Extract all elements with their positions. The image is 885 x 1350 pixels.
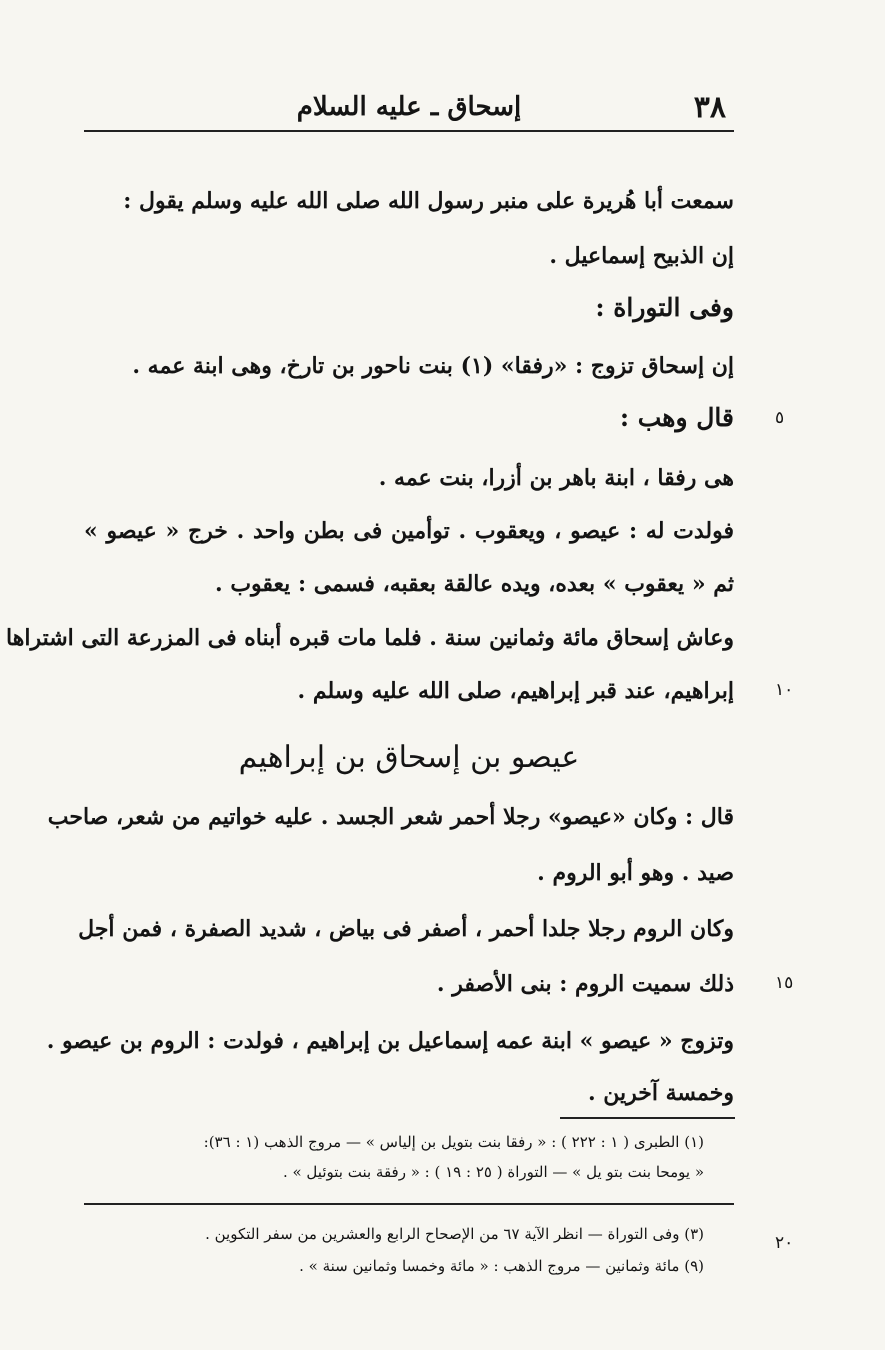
body-line: وكان الروم رجلا جلدا أحمر ، أصفر فى بياض ، شديد الصفرة ، فمن أجل <box>78 916 734 942</box>
body-line: إن إسحاق تزوج : «رفقا» (١) بنت ناحور بن تارخ، وهى ابنة عمه . <box>132 353 734 379</box>
body-line: إبراهيم، عند قبر إبراهيم، صلى الله عليه وسلم . <box>297 678 734 704</box>
footnote-separator <box>84 1203 734 1205</box>
body-line: وفى التوراة : <box>595 293 734 322</box>
line-number: ١٠ <box>775 680 794 700</box>
body-line: وتزوج « عيصو » ابنة عمه إسماعيل بن إبراهيم ، فولدت : الروم بن عيصو . <box>46 1028 734 1054</box>
body-line: فولدت له : عيصو ، ويعقوب . توأمين فى بطن واحد . خرج « عيصو » <box>84 518 734 544</box>
body-line: ذلك سميت الروم : بنى الأصفر . <box>436 971 734 997</box>
body-line: وخمسة آخرين . <box>587 1080 734 1106</box>
line-number: ٢٠ <box>775 1233 794 1253</box>
body-line: هى رفقا ، ابنة باهر بن أزرا، بنت عمه . <box>378 465 734 491</box>
body-line: ثم « يعقوب » بعده، ويده عالقة بعقبه، فسمى : يعقوب . <box>215 571 734 597</box>
body-line: إن الذبيح إسماعيل . <box>549 243 734 269</box>
footnote-line: « يومحا بنت بتو يل » — التوراة ( ٢٥ : ١٩ ) : « رفقة بنت بتوئيل » . <box>282 1163 704 1181</box>
line-number: ١٥ <box>775 973 794 993</box>
footnote-line: (١) الطبرى ( ١ : ٢٢٢ ) : « رفقا بنت بتويل بن إلياس » — مروج الذهب (١ : ٣٦): <box>203 1133 704 1151</box>
section-title: عيصو بن إسحاق بن إبراهيم <box>238 740 580 775</box>
running-head: إسحاق ـ عليه السلام <box>296 92 522 122</box>
body-line: سمعت أبا هُريرة على منبر رسول الله صلى الله عليه وسلم يقول : <box>123 188 734 214</box>
footnote-line: (٣) وفى التوراة — انظر الآية ٦٧ من الإصحاح الرابع والعشرين من سفر التكوين . <box>205 1225 704 1243</box>
page-header <box>84 88 734 132</box>
body-line: صيد . وهو أبو الروم . <box>537 860 734 886</box>
body-line: قال : وكان «عيصو» رجلا أحمر شعر الجسد . عليه خواتيم من شعر، صاحب <box>47 804 734 830</box>
body-line: وعاش إسحاق مائة وثمانين سنة . فلما مات قبره أبناه فى المزرعة التى اشتراها <box>6 625 734 651</box>
page-number: ٣٨ <box>693 90 726 125</box>
line-number: ٥ <box>775 408 785 428</box>
footnote-rule <box>560 1117 735 1119</box>
footnote-line: (٩) مائة وثمانين — مروج الذهب : « مائة وخمسا وثمانين سنة » . <box>299 1257 704 1275</box>
body-line: قال وهب : <box>619 403 734 432</box>
